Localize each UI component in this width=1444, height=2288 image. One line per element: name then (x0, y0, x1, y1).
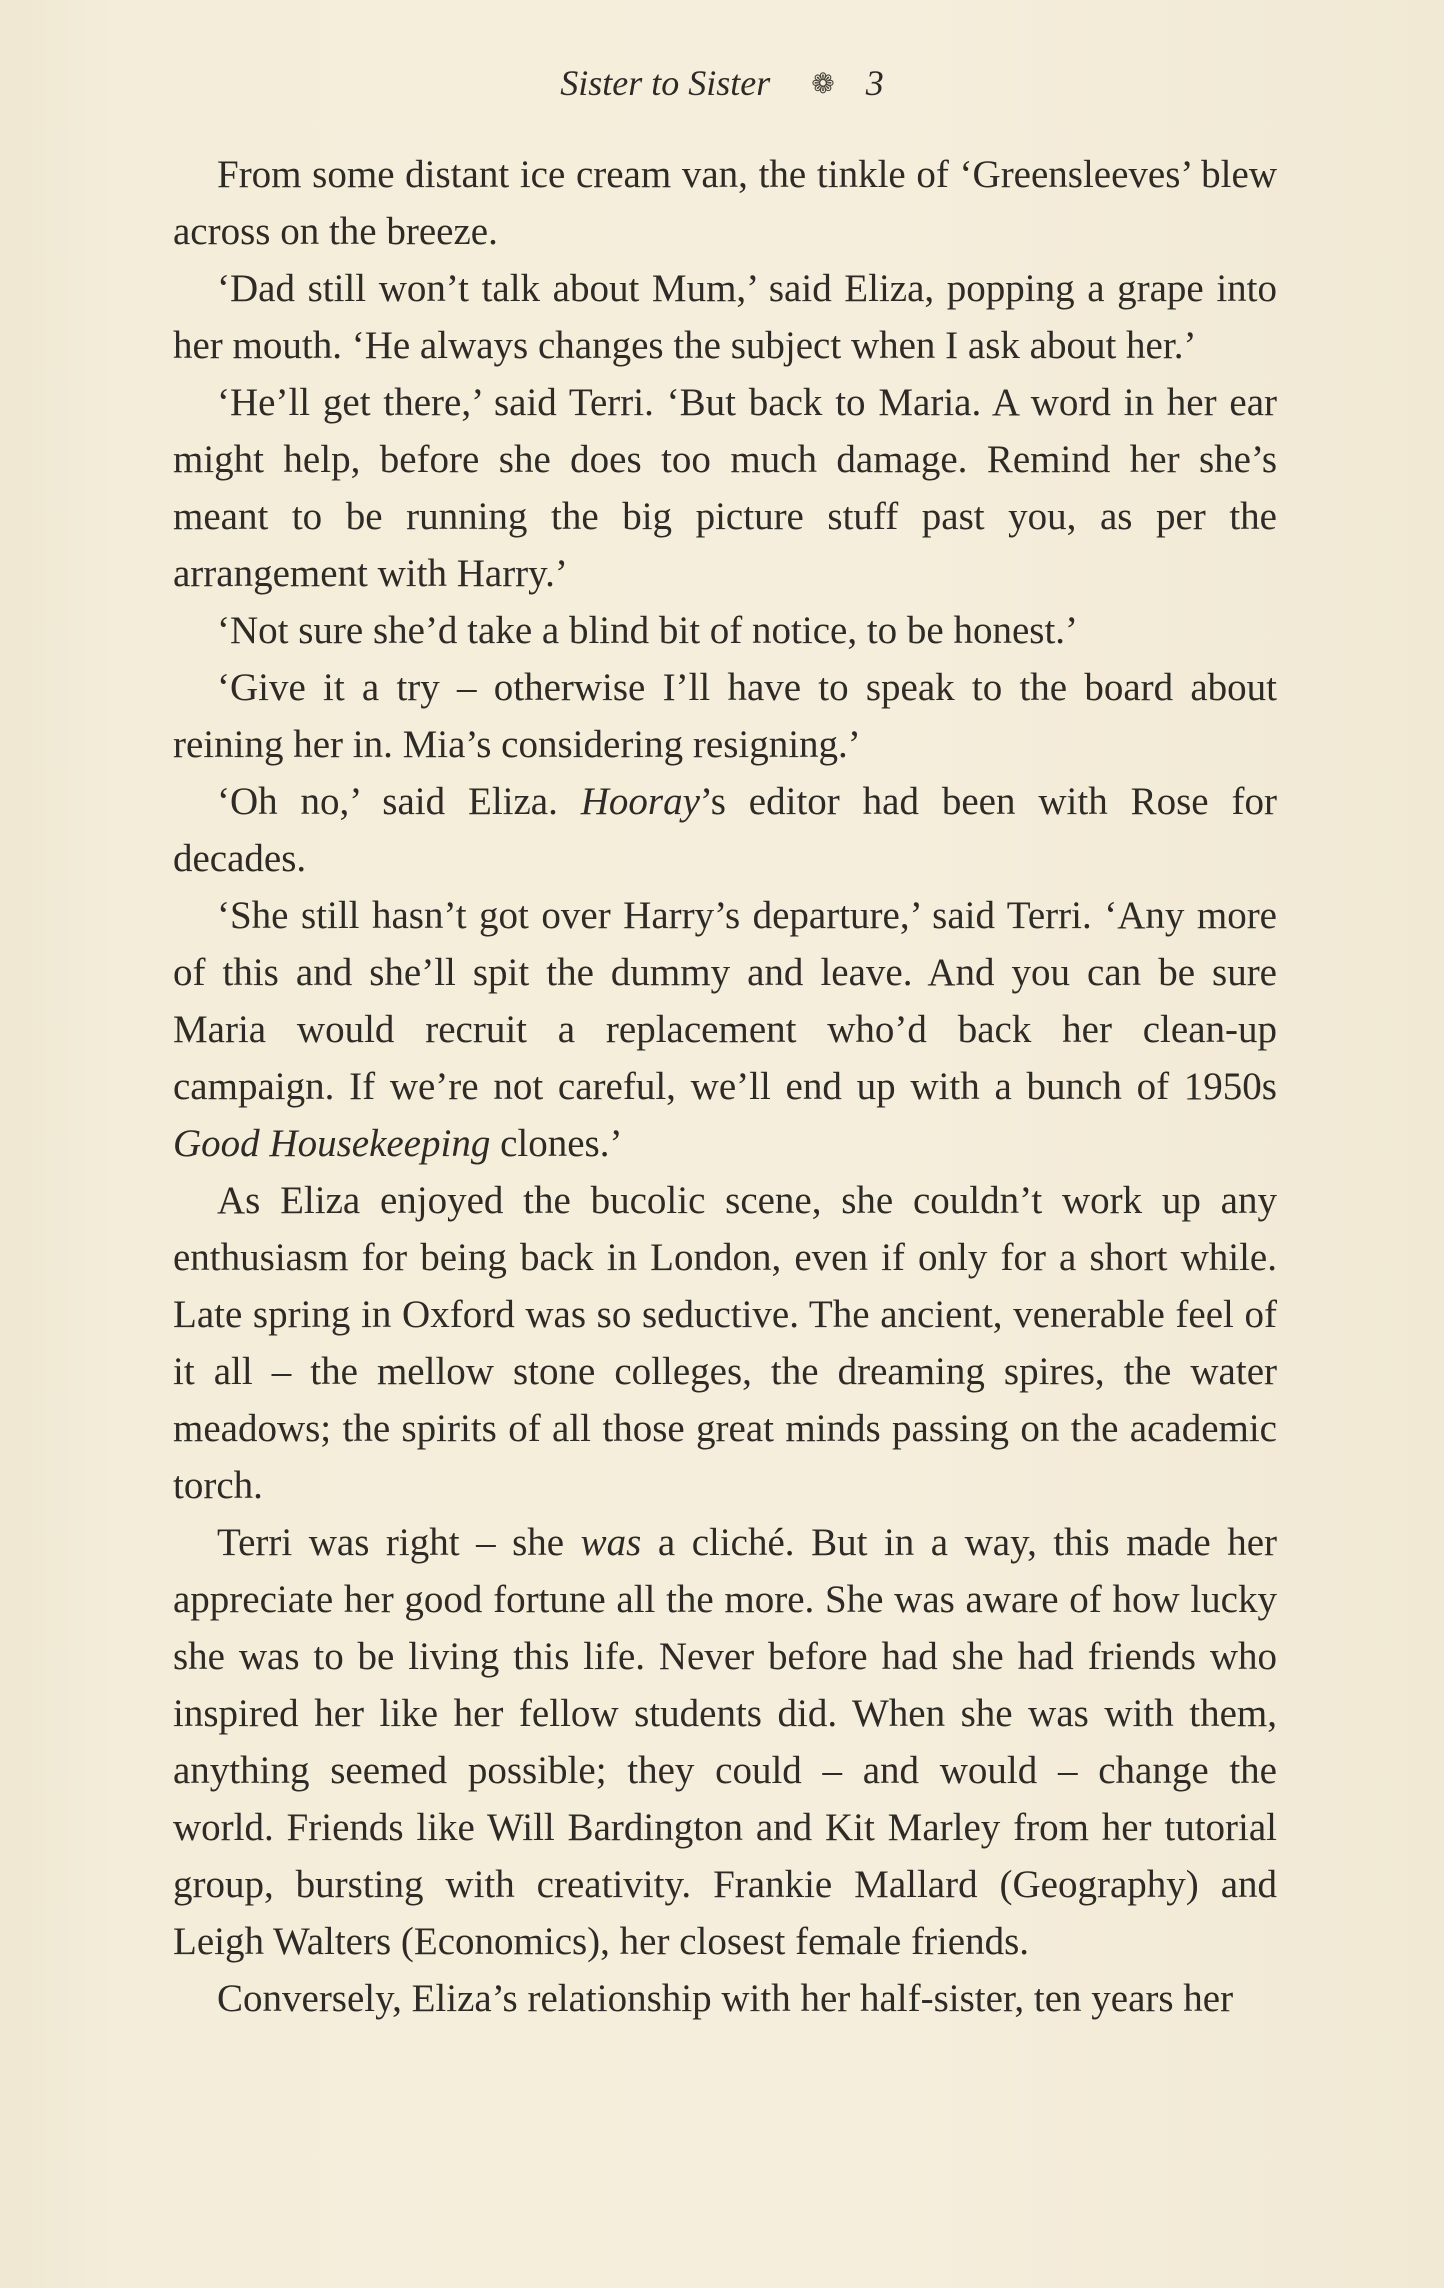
paragraph-text: ‘She still hasn’t got over Harry’s departure,’ said Terri. ‘Any more of this and she’ll spit the dummy and leave. And you can be sure Maria would recruit a replacement who’d back her clean-up campaign. If we’re not careful, we’ll end up with a bunch of 1950s (173, 894, 1277, 1108)
paragraph-text: Conversely, Eliza’s relationship with her half-sister, ten years her (217, 1977, 1234, 2020)
paragraph (173, 1514, 1277, 1970)
paragraph-text: As Eliza enjoyed the bucolic scene, she couldn’t work up any enthusiasm for being back in London, even if only for a short while. Late spring in Oxford was so seductive. The ancient, venerable feel of it all – the mellow stone colleges, the dreaming spires, the water meadows; the spirits of all those great minds passing on the academic torch. (173, 1179, 1277, 1507)
running-title: Sister to Sister (560, 63, 771, 103)
paragraph-text: From some distant ice cream van, the tinkle of ‘Greensleeves’ blew across on the breeze. (173, 153, 1277, 253)
paragraph-text: clones.’ (490, 1122, 623, 1165)
paragraph (173, 146, 1277, 260)
paragraph (173, 659, 1277, 773)
running-header (0, 62, 1444, 104)
magazine-title: Hooray (580, 780, 700, 823)
magazine-title: Good Housekeeping (173, 1122, 491, 1165)
paragraph-text: ’s editor had been with Rose for decades. (173, 780, 1277, 880)
paragraph (173, 1172, 1277, 1514)
emphasis: was (580, 1521, 642, 1564)
paragraph-text: Terri was right – she (217, 1521, 581, 1564)
paragraph (173, 1970, 1277, 2027)
page-number: 3 (865, 63, 884, 103)
paragraph-text: ‘Dad still won’t talk about Mum,’ said Eliza, popping a grape into her mouth. ‘He always changes the subject when I ask about her.’ (173, 267, 1277, 367)
paragraph-text: ‘Not sure she’d take a blind bit of notice, to be honest.’ (217, 609, 1079, 652)
paragraph-text: ‘He’ll get there,’ said Terri. ‘But back to Maria. A word in her ear might help, before she does too much damage. Remind her she’s meant to be running the big picture stuff past you, as per the arrangement with Harry.’ (173, 381, 1277, 595)
body-text (173, 146, 1277, 2027)
paragraph (173, 773, 1277, 887)
paragraph (173, 602, 1277, 659)
paragraph (173, 260, 1277, 374)
rosette-icon: ❁ (811, 69, 835, 100)
paragraph-text: a cliché. But in a way, this made her appreciate her good fortune all the more. She was aware of how lucky she was to be living this life. Never before had she had friends who inspired her like her fellow students did. When she was with them, anything seemed possible; they could – and would – change the world. Friends like Will Bardington and Kit Marley from her tutorial group, bursting with creativity. Frankie Mallard (Geography) and Leigh Walters (Economics), her closest female friends. (173, 1521, 1277, 1963)
paragraph (173, 887, 1277, 1172)
paragraph-text: ‘Give it a try – otherwise I’ll have to speak to the board about reining her in. Mia’s considering resigning.’ (173, 666, 1277, 766)
paragraph-text: ‘Oh no,’ said Eliza. (217, 780, 581, 823)
paragraph (173, 374, 1277, 602)
